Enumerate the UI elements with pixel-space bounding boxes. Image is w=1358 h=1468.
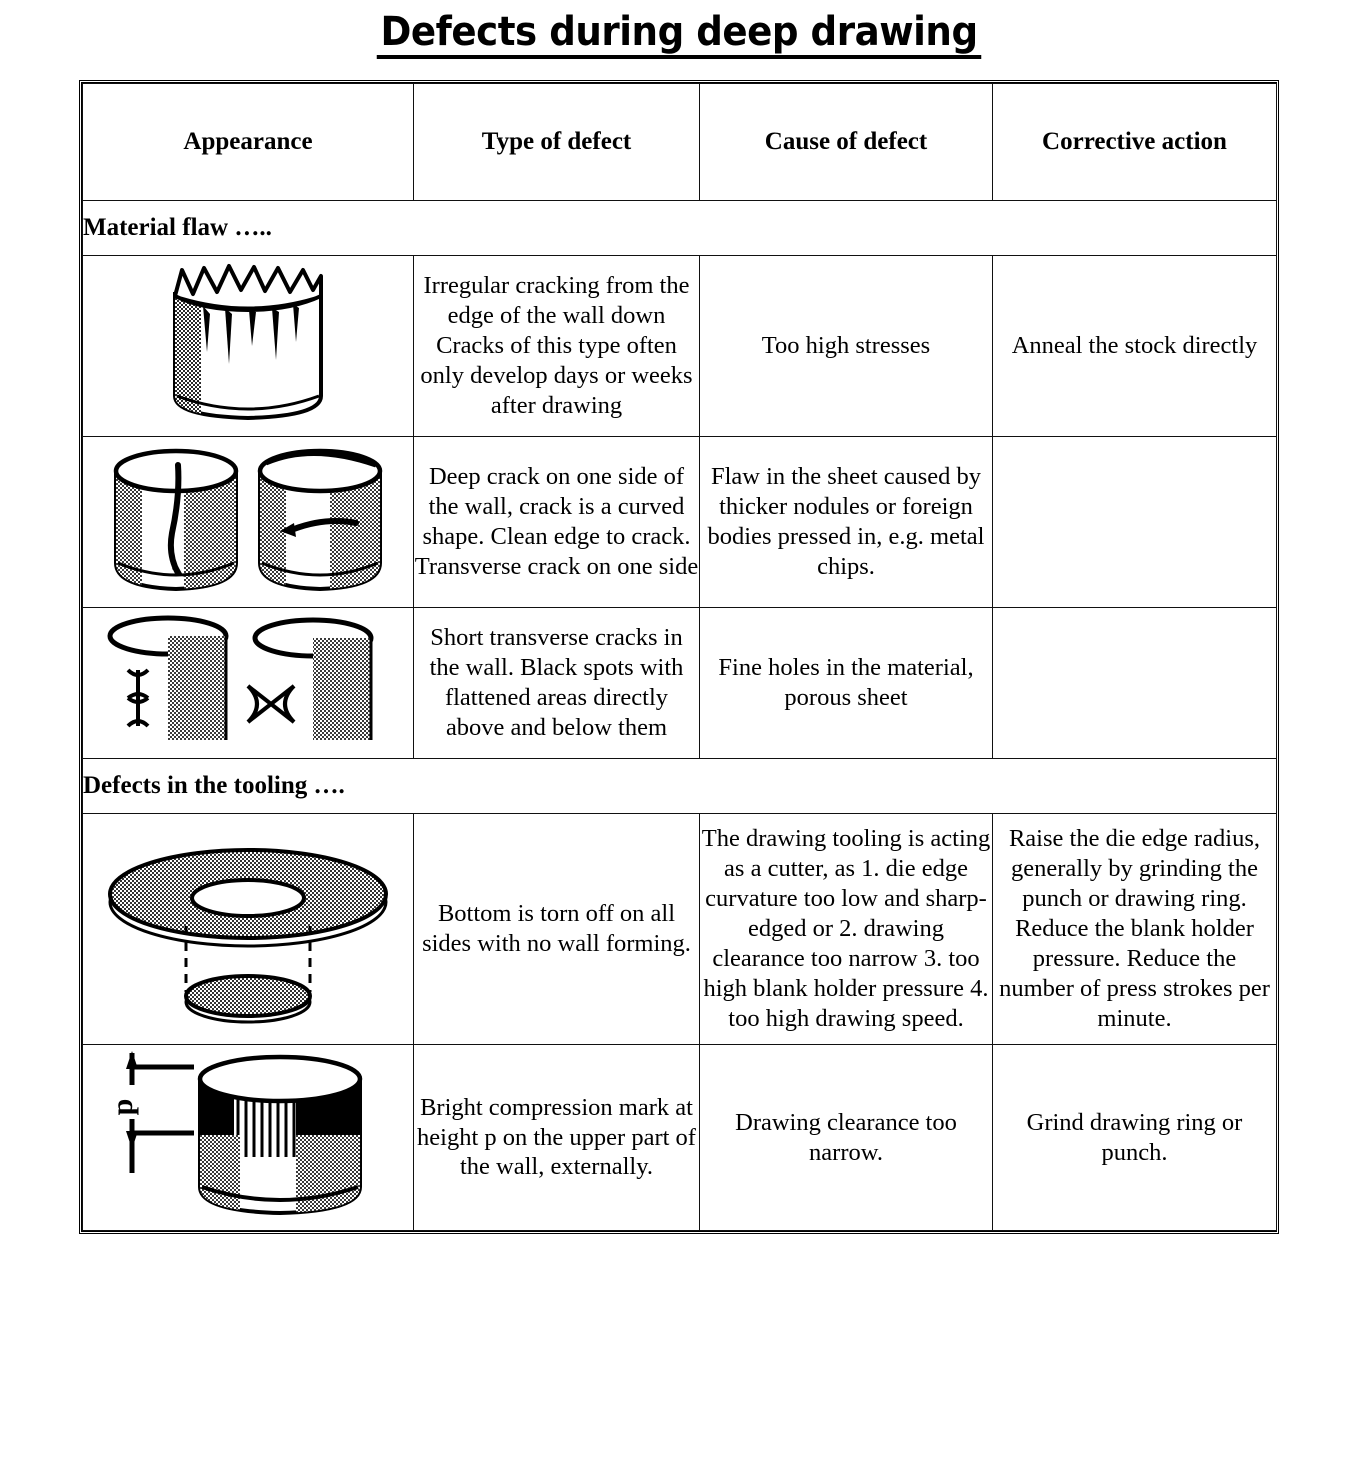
column-header-action: Corrective action [993, 84, 1277, 201]
corrective-action-cell: Grind drawing ring or punch. [993, 1045, 1277, 1231]
cracked-cup-diagram [83, 256, 413, 436]
cause-of-defect-cell: Drawing clearance too narrow. [700, 1045, 993, 1231]
defects-table [82, 83, 1277, 1231]
type-of-defect-cell: Bottom is torn off on all sides with no wall forming. [414, 814, 700, 1045]
table-row [83, 437, 1277, 608]
column-header-type: Type of defect [414, 84, 700, 201]
column-header-appearance: Appearance [83, 84, 414, 201]
table-header-row [83, 84, 1277, 201]
defects-table-frame [79, 80, 1279, 1234]
section-heading-tooling-defects: Defects in the tooling …. [83, 759, 1277, 814]
corrective-action-cell: Anneal the stock directly [993, 256, 1277, 437]
dimension-label-p: p [106, 1098, 139, 1116]
appearance-cell [83, 608, 414, 759]
appearance-cell [83, 1045, 414, 1231]
column-header-cause: Cause of defect [700, 84, 993, 201]
section-header-row-material-flaw [83, 201, 1277, 256]
section-heading-material-flaw: Material flaw ….. [83, 201, 1277, 256]
cause-of-defect-cell: The drawing tooling is acting as a cutter, as 1. die edge curvature too low and sharp-edged or 2. drawing clearance too narrow 3. too high blank holder pressure 4. too high drawing speed. [700, 814, 993, 1045]
table-row [83, 608, 1277, 759]
compression-mark-cup-diagram [83, 1045, 413, 1230]
type-of-defect-cell: Deep crack on one side of the wall, crack is a curved shape. Clean edge to crack. Transverse crack on one side [414, 437, 700, 608]
transverse-cracks-two-cups-diagram [83, 608, 413, 758]
deep-crack-two-cups-diagram [83, 437, 413, 607]
table-row [83, 814, 1277, 1045]
table-row [83, 256, 1277, 437]
page-title-container [0, 0, 1358, 70]
cause-of-defect-cell: Flaw in the sheet caused by thicker nodules or foreign bodies pressed in, e.g. metal chips. [700, 437, 993, 608]
torn-bottom-flange-diagram [83, 814, 413, 1044]
cause-of-defect-cell: Too high stresses [700, 256, 993, 437]
corrective-action-cell [993, 608, 1277, 759]
type-of-defect-cell: Irregular cracking from the edge of the wall down Cracks of this type often only develop days or weeks after drawing [414, 256, 700, 437]
appearance-cell [83, 437, 414, 608]
type-of-defect-cell: Short transverse cracks in the wall. Black spots with flattened areas directly above and below them [414, 608, 700, 759]
type-of-defect-cell: Bright compression mark at height p on the upper part of the wall, externally. [414, 1045, 700, 1231]
table-row [83, 1045, 1277, 1231]
section-header-row-tooling-defects [83, 759, 1277, 814]
corrective-action-cell [993, 437, 1277, 608]
cause-of-defect-cell: Fine holes in the material, porous sheet [700, 608, 993, 759]
corrective-action-cell: Raise the die edge radius, generally by grinding the punch or drawing ring. Reduce the blank holder pressure. Reduce the number of press strokes per minute. [993, 814, 1277, 1045]
appearance-cell [83, 814, 414, 1045]
appearance-cell [83, 256, 414, 437]
page-title: Defects during deep drawing [377, 11, 982, 59]
